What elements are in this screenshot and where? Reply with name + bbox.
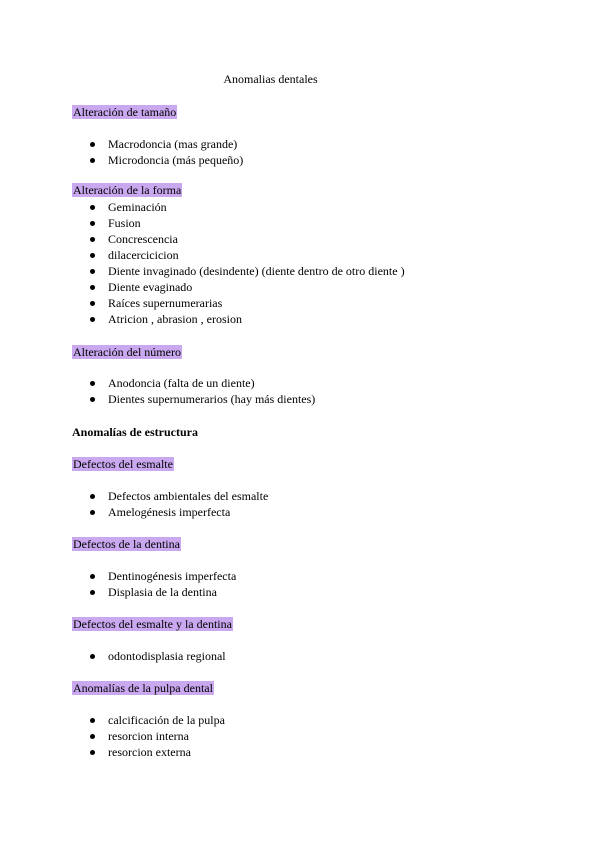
- list-item: Dientes supernumerarios (hay más dientes): [88, 391, 315, 407]
- heading-dentina: Defectos de la dentina: [73, 537, 180, 551]
- list-item: dilacercicicion: [88, 247, 405, 263]
- list-item: Fusion: [88, 215, 405, 231]
- list-pulpa: [88, 712, 225, 760]
- list-esmalte: [88, 488, 268, 520]
- list-tamano: [88, 136, 243, 168]
- list-item: Atricion , abrasion , erosion: [88, 311, 405, 327]
- list-item: Macrodoncia (mas grande): [88, 136, 243, 152]
- list-item: Raíces supernumerarias: [88, 295, 405, 311]
- list-numero: [88, 375, 315, 407]
- list-esmalte-dentina: [88, 648, 226, 664]
- document-title: Anomalias dentales: [223, 72, 318, 86]
- heading-tamano: Alteración de tamaño: [73, 105, 177, 119]
- list-item: Diente invaginado (desindente) (diente dentro de otro diente ): [88, 263, 405, 279]
- list-item: Diente evaginado: [88, 279, 405, 295]
- heading-esmalte-dentina: Defectos del esmalte y la dentina: [73, 617, 232, 631]
- list-item: Anodoncia (falta de un diente): [88, 375, 315, 391]
- list-item: Displasia de la dentina: [88, 584, 236, 600]
- heading-pulpa: Anomalías de la pulpa dental: [73, 681, 213, 695]
- heading-estructura: Anomalías de estructura: [72, 425, 198, 439]
- heading-numero: Alteración del número: [73, 345, 181, 359]
- list-item: odontodisplasia regional: [88, 648, 226, 664]
- list-item: Microdoncia (más pequeño): [88, 152, 243, 168]
- list-item: resorcion interna: [88, 728, 225, 744]
- list-item: Amelogénesis imperfecta: [88, 504, 268, 520]
- list-forma: [88, 199, 405, 327]
- heading-esmalte: Defectos del esmalte: [73, 457, 173, 471]
- list-item: Concrescencia: [88, 231, 405, 247]
- list-item: Defectos ambientales del esmalte: [88, 488, 268, 504]
- list-item: resorcion externa: [88, 744, 225, 760]
- list-item: Geminación: [88, 199, 405, 215]
- heading-forma: Alteración de la forma: [73, 183, 182, 197]
- list-item: calcificación de la pulpa: [88, 712, 225, 728]
- list-dentina: [88, 568, 236, 600]
- list-item: Dentinogénesis imperfecta: [88, 568, 236, 584]
